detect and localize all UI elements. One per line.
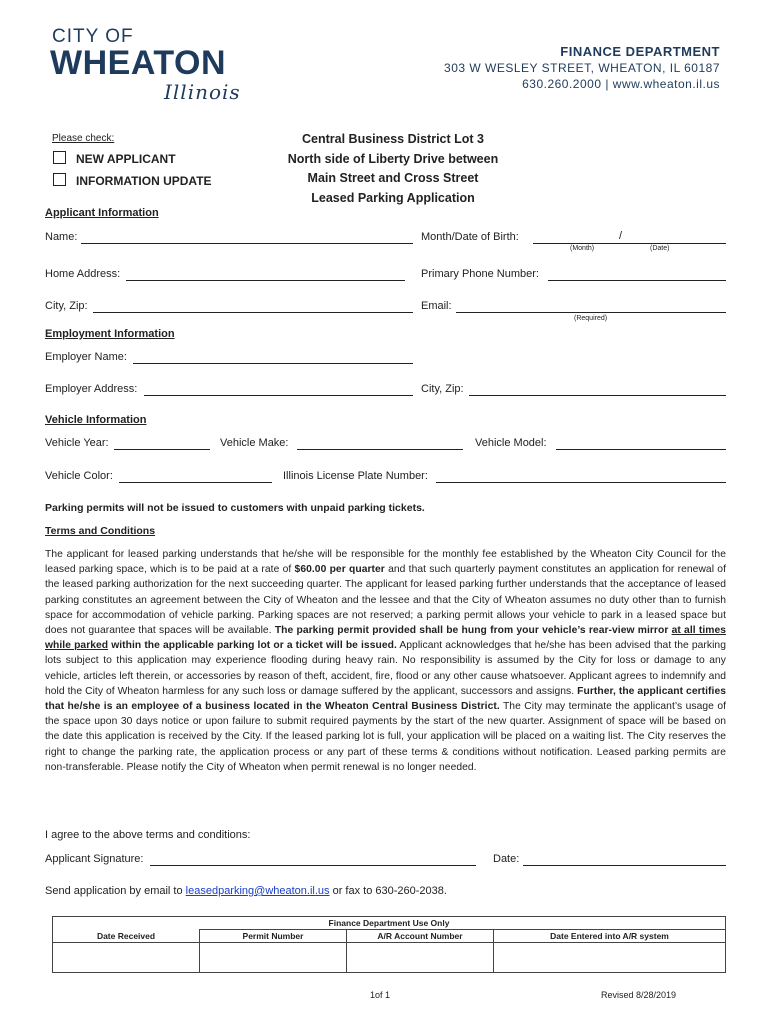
application-title [270, 130, 516, 208]
logo-wheaton-text: WHEATON [50, 44, 227, 82]
title-line-2: North side of Liberty Drive between [287, 151, 499, 166]
date-field[interactable] [523, 865, 726, 866]
department-address: 303 W WESLEY STREET, WHEATON, IL 60187 [444, 61, 720, 75]
terms-rate: $60.00 per quarter [294, 564, 385, 576]
email-link[interactable]: leasedparking@wheaton.il.us [185, 885, 330, 897]
department-contact: 630.260.2000 | www.wheaton.il.us [522, 77, 720, 91]
name-label: Name: [45, 231, 78, 243]
send-text-pre: Send application by email to [45, 885, 186, 897]
logo-illinois-script: Illinois [164, 80, 241, 104]
col-ar-account-number: A/R Account Number [347, 930, 494, 943]
license-plate-label: Illinois License Plate Number: [283, 470, 428, 482]
license-plate-field[interactable] [436, 482, 726, 483]
office-use-table [52, 916, 726, 973]
name-field[interactable] [81, 243, 413, 244]
dob-separator: / [619, 230, 623, 242]
signature-field[interactable] [150, 865, 476, 866]
terms-body [45, 547, 726, 775]
employer-city-zip-field[interactable] [469, 395, 726, 396]
finance-department-block [444, 44, 720, 91]
employer-name-field[interactable] [133, 363, 413, 364]
vehicle-color-label: Vehicle Color: [45, 470, 113, 482]
employer-address-label: Employer Address: [45, 383, 138, 395]
please-check-label: Please check: [52, 133, 115, 144]
email-required-hint: (Required) [574, 315, 608, 322]
title-line-1: Central Business District Lot 3 [302, 132, 484, 146]
department-title: FINANCE DEPARTMENT [560, 44, 720, 59]
terms-permit-rule-end: within the applicable parking lot or a ticket will be issued. [108, 640, 397, 652]
terms-permit-rule-underlined: at all times while parked [45, 625, 727, 652]
vehicle-year-field[interactable] [114, 449, 210, 450]
terms-text-4: The City may terminate the applicant’s usage of the space upon 30 days notice or upon failure to submit required payments by the start of the new quarter. Assignment of space will be based on the date this application is received by the City. If the leased parking lot is full, your application will be placed on a waiting list. The City reserves the right to change the parking rate, the application process or any part of these terms & conditions without notification. Leased parking permits are non-transferable. Please notify the City of Wheaton when permit renewal is no longer needed. [45, 701, 727, 773]
vehicle-make-field[interactable] [297, 449, 463, 450]
terms-text-2: and that such quarterly payment constitutes an application for renewal of the leased parking authorization for the next succeeding quarter. The applicant for leased parking further understands that the acceptance of leased parking constitutes an agreement between the City of Wheaton and the lessee and that the City of Wheaton assumes no duty other than to furnish space for accommodation of vehicle parking. Parking spaces are not reserved; a parking permit allows your vehicle to park in a leased space but does not guarantee that spaces will be available. [45, 564, 726, 637]
new-applicant-checkbox[interactable] [53, 151, 66, 164]
cell-permit-number[interactable] [200, 943, 347, 973]
logo-city-text: CITY OF [52, 26, 134, 47]
col-permit-number: Permit Number [200, 930, 347, 943]
col-date-received: Date Received [53, 930, 200, 943]
vehicle-make-label: Vehicle Make: [220, 437, 289, 449]
vehicle-color-field[interactable] [119, 482, 272, 483]
terms-employee-certification: Further, the applicant certifies that he/she is an employee of a business located in the Wheaton Central Business District. [45, 685, 726, 713]
signature-label: Applicant Signature: [45, 853, 144, 865]
employment-info-heading: Employment Information [45, 328, 175, 340]
col-date-entered-ar: Date Entered into A/R system [494, 930, 726, 943]
vehicle-model-field[interactable] [556, 449, 726, 450]
cell-ar-account-number[interactable] [347, 943, 494, 973]
city-zip-label: City, Zip: [45, 300, 88, 312]
vehicle-model-label: Vehicle Model: [475, 437, 547, 449]
home-address-field[interactable] [126, 280, 405, 281]
vehicle-info-heading: Vehicle Information [45, 414, 147, 426]
agree-statement: I agree to the above terms and conditions: [45, 829, 251, 841]
information-update-checkbox[interactable] [53, 173, 66, 186]
information-update-label: INFORMATION UPDATE [76, 174, 212, 188]
cell-date-received[interactable] [53, 943, 200, 973]
terms-text-3: Applicant acknowledges that he/she has been advised that the parking lots subject to this application may experience flooding during heavy rain. No responsibility is assumed by the City for loss or damage to any vehicle, articles left therein, or accessories by reason of theft, accident, fire, flood or any other cause whatsoever. Applicant agrees to indemnify and hold the City of Wheaton harmless for any such loss or damage suffered by the applicant, successors and assigns. [45, 640, 726, 697]
email-label: Email: [421, 300, 452, 312]
vehicle-year-label: Vehicle Year: [45, 437, 109, 449]
home-address-label: Home Address: [45, 268, 121, 280]
title-line-4: Leased Parking Application [311, 190, 475, 205]
unpaid-tickets-notice: Parking permits will not be issued to customers with unpaid parking tickets. [45, 502, 425, 514]
phone-label: Primary Phone Number: [421, 268, 539, 280]
new-applicant-label: NEW APPLICANT [76, 152, 176, 166]
dob-date-hint: (Date) [650, 245, 670, 252]
title-line-3: Main Street and Cross Street [307, 171, 479, 185]
employer-city-zip-label: City, Zip: [421, 383, 464, 395]
applicant-info-heading: Applicant Information [45, 207, 159, 219]
phone-field[interactable] [548, 280, 726, 281]
date-label: Date: [493, 853, 520, 865]
terms-permit-rule: The parking permit provided shall be hung from your vehicle’s rear-view mirror [274, 625, 672, 637]
terms-heading: Terms and Conditions [45, 525, 156, 537]
office-use-title: Finance Department Use Only [53, 917, 726, 930]
revised-date: Revised 8/28/2019 [601, 990, 677, 1000]
send-instructions [45, 885, 447, 897]
dob-month-hint: (Month) [570, 245, 595, 252]
dob-field[interactable] [533, 243, 726, 244]
dob-label: Month/Date of Birth: [421, 231, 519, 243]
city-zip-field[interactable] [93, 312, 413, 313]
terms-text-1: The applicant for leased parking understands that he/she will be responsible for the monthly fee established by the Wheaton City Council for the leased parking space, which is to be paid at a rate of [45, 549, 726, 576]
send-text-post: or fax to 630-260-2038. [329, 885, 447, 897]
employer-name-label: Employer Name: [45, 351, 127, 363]
email-field[interactable] [456, 312, 726, 313]
page-number: 1of 1 [370, 990, 391, 1000]
cell-date-entered-ar[interactable] [494, 943, 726, 973]
employer-address-field[interactable] [144, 395, 413, 396]
